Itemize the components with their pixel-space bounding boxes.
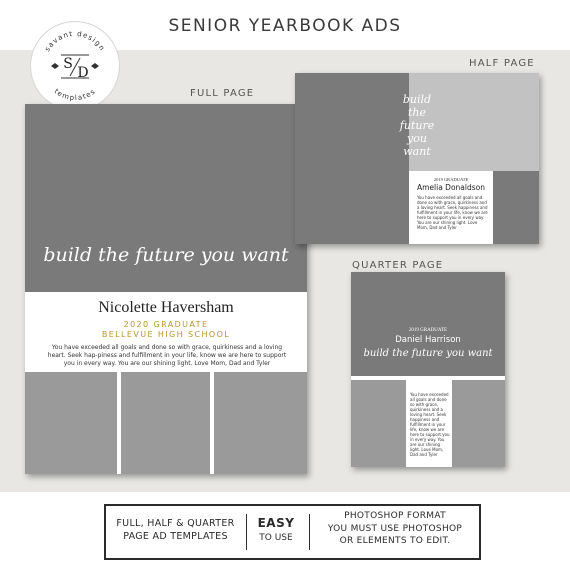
banner-right-line1: PHOTOSHOP FORMAT (344, 511, 446, 521)
banner-to-use: TO USE (259, 533, 293, 543)
svg-text:savant design: savant design (43, 29, 107, 53)
half-photo-bottom-right (493, 171, 539, 244)
svg-text:templates: templates (52, 87, 98, 103)
photo-placeholder-2 (121, 372, 210, 474)
quarter-page-ad (351, 272, 505, 467)
banner-left-line1: FULL, HALF & QUARTER (116, 518, 235, 529)
quarter-photo-bottom-left (351, 380, 406, 467)
logo-mark (31, 22, 119, 110)
banner-templates-text (110, 517, 241, 543)
photo-placeholder-1 (25, 372, 117, 474)
banner-right-line3: OR ELEMENTS TO EDIT. (339, 536, 451, 546)
banner-easy: EASY (257, 516, 295, 530)
quarter-script-text: build the future you want (363, 348, 493, 359)
quarter-page-label: QUARTER PAGE (352, 260, 444, 271)
page-title: SENIOR YEARBOOK ADS (168, 16, 402, 36)
svg-text:S: S (63, 56, 73, 72)
full-school: BELLEVUE HIGH SCHOOL (101, 330, 231, 339)
full-page-label: FULL PAGE (190, 88, 255, 99)
brand-logo (30, 21, 120, 111)
banner-divider (246, 514, 247, 550)
full-student-name: Nicolette Haversham (98, 299, 234, 316)
half-page-ad (295, 73, 539, 244)
banner-divider (309, 514, 310, 550)
full-grad-year: 2020 GRADUATE (123, 320, 209, 329)
half-student-name: Amelia Donaldson (416, 183, 485, 192)
half-grad-line: 2019 GRADUATE (433, 177, 469, 182)
full-message: You have exceeded all goals and done so with grace, quirkiness and a loving heart. Seek hap-piness and fulfillment in your life, know we are here to support you in every way. You are our shining light. Love Mom, Dad and Tyler (47, 344, 287, 367)
info-banner (104, 504, 481, 560)
photo-placeholder-3 (214, 372, 307, 474)
half-page-label: HALF PAGE (469, 58, 535, 69)
full-grad-line (25, 320, 307, 340)
half-photo-left (295, 73, 409, 244)
banner-left-line2: PAGE AD TEMPLATES (123, 531, 228, 542)
quarter-photo-bottom-right (452, 380, 505, 467)
half-message: You have exceeded all goals and done so with grace, quirkiness and a loving heart. Seek happiness and fulfillment in your life, know we are here to support you in every way. You are our shining light. Love Mom, Dad and Tyler (417, 195, 488, 230)
quarter-photo-top (351, 272, 505, 376)
quarter-grad-line: 2019 GRADUATE (408, 328, 448, 333)
banner-format-text (312, 510, 478, 548)
banner-right-line2: YOU MUST USE PHOTOSHOP (327, 523, 463, 534)
full-script-text: build the future you want (43, 244, 289, 266)
half-script-text: build the future you want (399, 93, 435, 158)
full-page-ad (25, 104, 307, 474)
svg-text:D: D (77, 65, 89, 81)
quarter-message: You have exceeded all goals and done so with grace, quirkiness and a loving heart. Seek happiness and fulfillment in your life, know we are here to support you in every way. You are our shining light. Love Mom, Dad and Tyler (410, 392, 450, 457)
quarter-student-name: Daniel Harrison (395, 335, 461, 345)
